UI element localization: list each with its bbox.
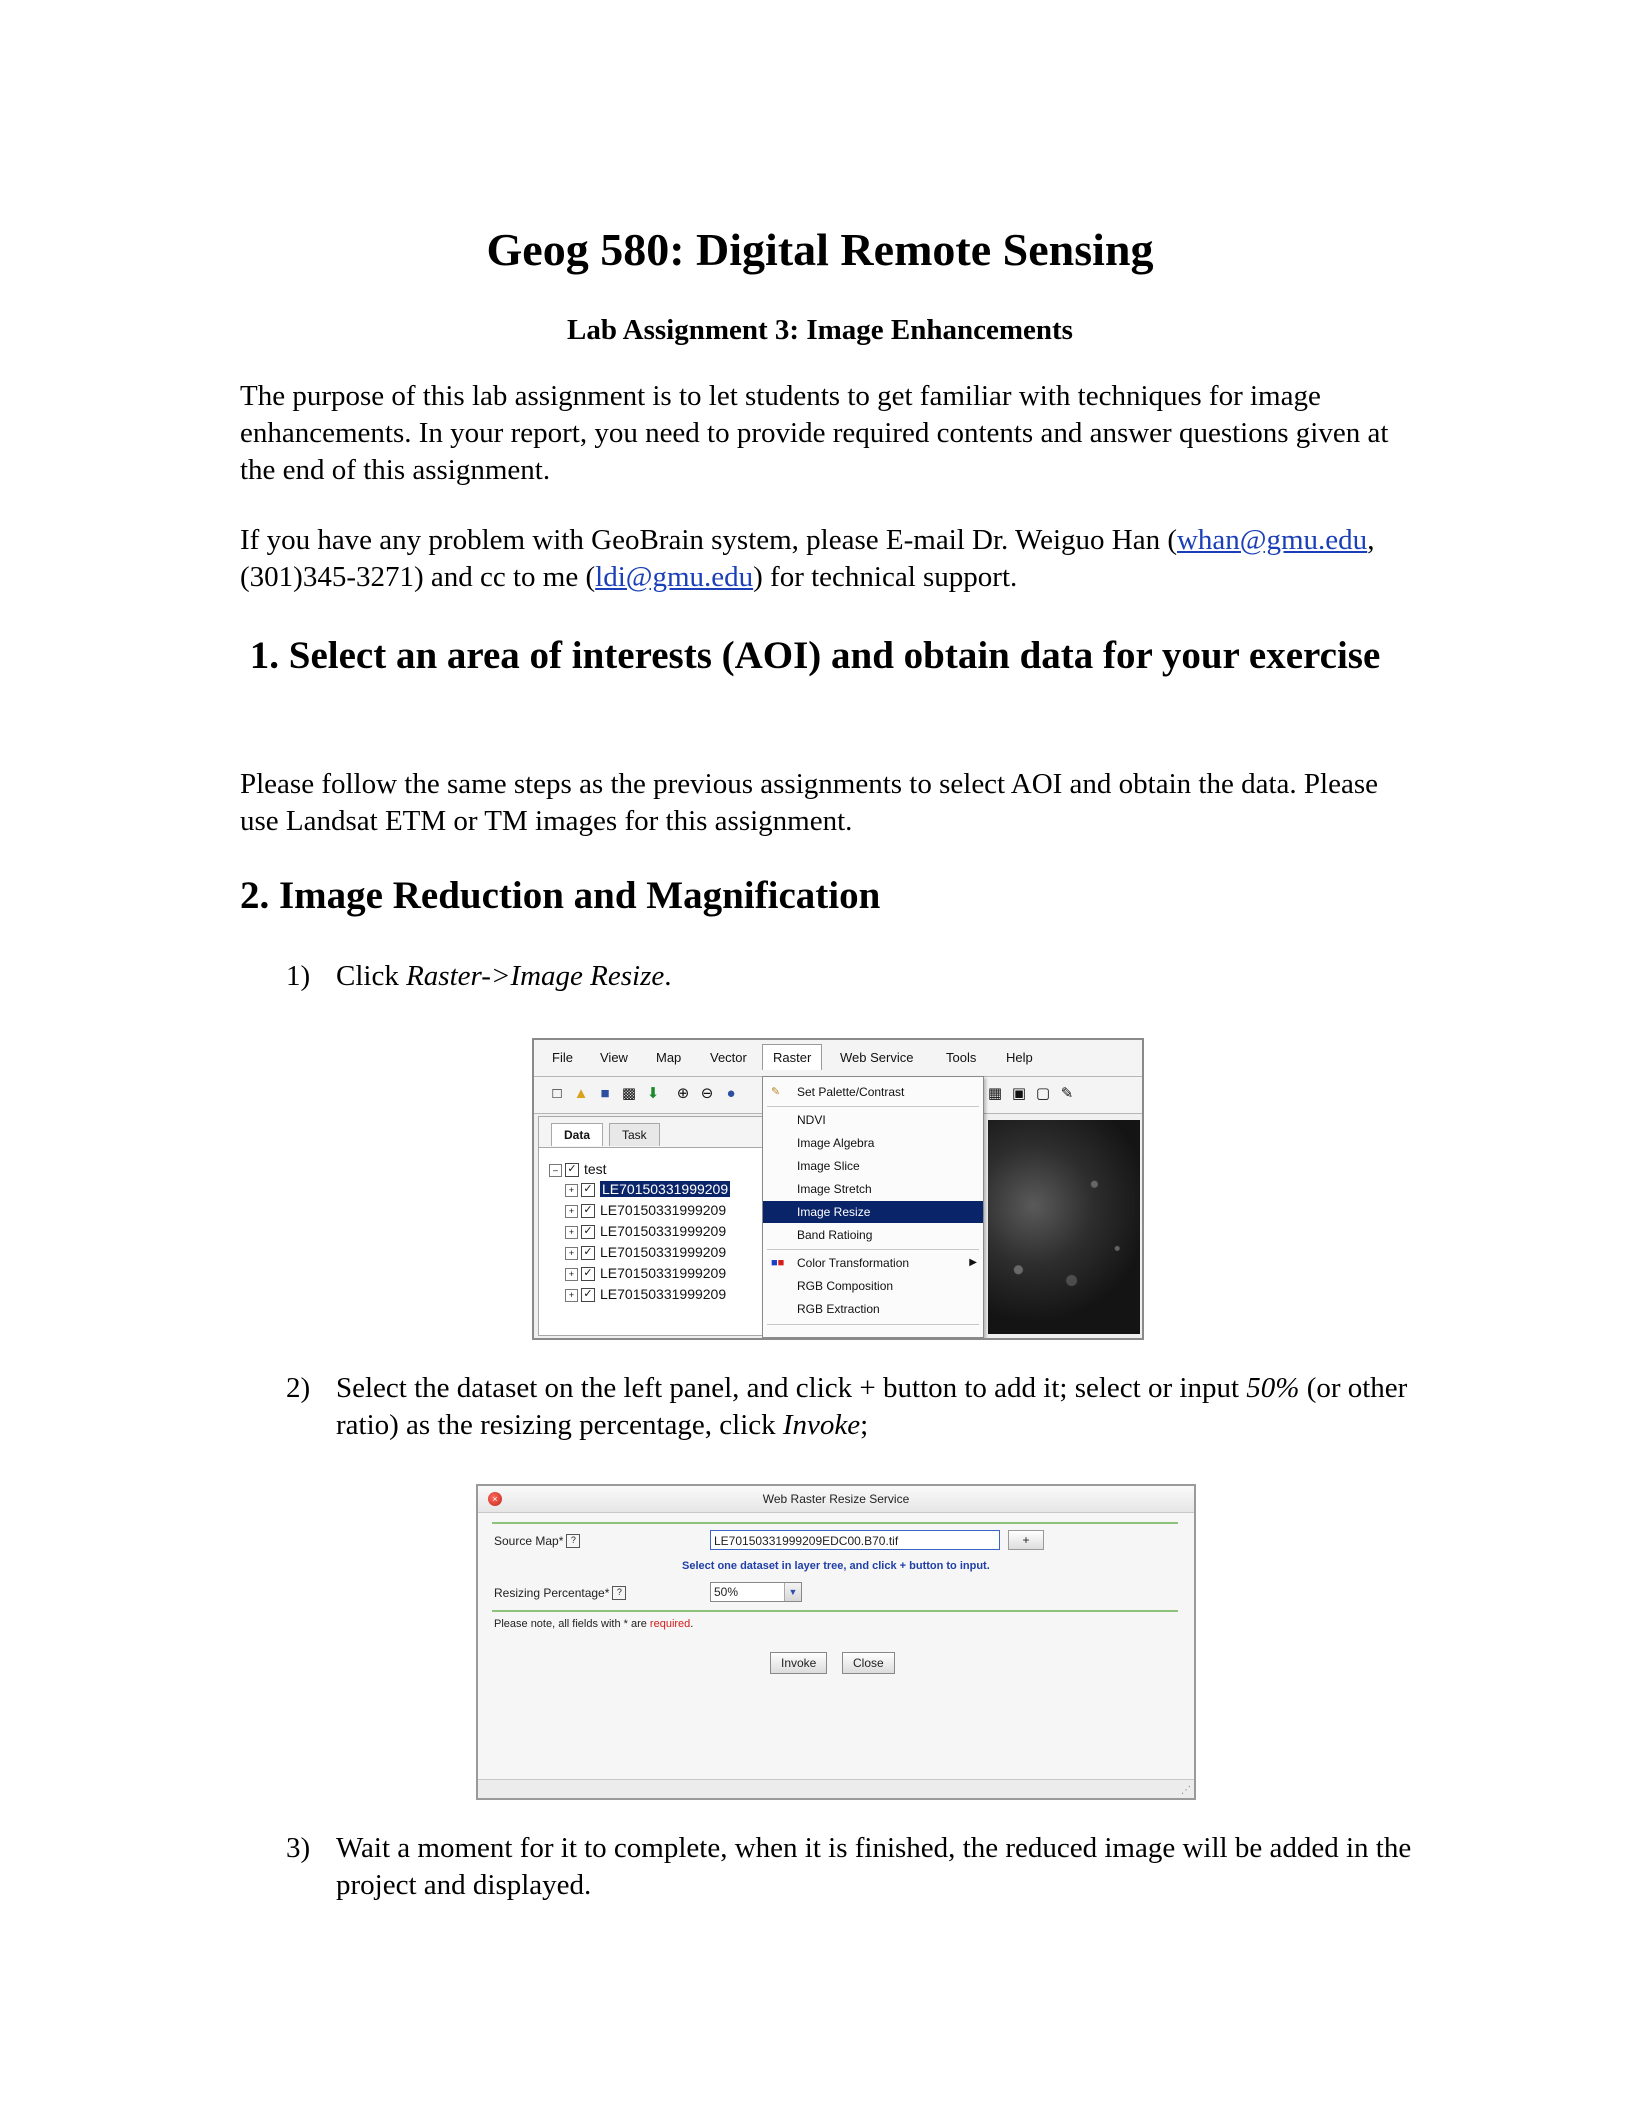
- tab-data[interactable]: Data: [551, 1123, 603, 1146]
- menu-item-label: RGB Extraction: [797, 1302, 880, 1316]
- step-number: 1): [286, 960, 311, 992]
- chevron-down-icon[interactable]: ▼: [784, 1583, 801, 1601]
- expand-icon[interactable]: +: [565, 1247, 578, 1260]
- layer-panel: [538, 1116, 764, 1336]
- tree-item-label: LE70150331999209: [600, 1202, 727, 1218]
- tree-item[interactable]: [565, 1200, 726, 1220]
- add-dataset-button[interactable]: +: [1008, 1530, 1044, 1550]
- support-text-pre: If you have any problem with GeoBrain system, please E-mail Dr. Weiguo Han (: [240, 524, 1177, 556]
- tree-root[interactable]: [549, 1159, 607, 1179]
- color-squares-icon: ■■: [771, 1257, 785, 1269]
- menu-item-label: Image Slice: [797, 1159, 860, 1173]
- resizing-percentage-value: 50%: [714, 1585, 739, 1599]
- divider: [492, 1522, 1178, 1524]
- invoke-button[interactable]: Invoke: [770, 1652, 827, 1674]
- menu-item-image-stretch[interactable]: [763, 1178, 983, 1200]
- menu-separator: [767, 1324, 979, 1325]
- tree-item-label: LE70150331999209: [600, 1244, 727, 1260]
- tab-task[interactable]: Task: [609, 1123, 660, 1146]
- step-text: Wait a moment for it to complete, when it is finished, the reduced image will be added in the project and displayed.: [336, 1832, 1412, 1901]
- checkbox-checked-icon[interactable]: ✓: [581, 1204, 595, 1218]
- note-required-text: required: [649, 1618, 691, 1630]
- step-number: 3): [286, 1832, 311, 1864]
- menu-bar: [534, 1040, 1142, 1077]
- resizing-percentage-label: [494, 1586, 626, 1600]
- support-paragraph: [240, 522, 1390, 596]
- menu-item-image-resize[interactable]: [763, 1201, 983, 1223]
- step-emphasis: Raster->Image Resize: [406, 960, 665, 992]
- tree-item-label: LE70150331999209: [602, 1181, 729, 1197]
- menu-item-label: NDVI: [797, 1113, 826, 1127]
- required-note: [494, 1618, 693, 1630]
- dialog-title-bar: [478, 1486, 1194, 1513]
- zoom-in-icon[interactable]: ⊕: [676, 1085, 690, 1102]
- resize-dialog-screenshot: [476, 1484, 1196, 1800]
- tree-item[interactable]: [565, 1242, 726, 1262]
- section2-heading: 2. Image Reduction and Magnification: [240, 874, 881, 917]
- menu-item-set-palette[interactable]: [763, 1081, 983, 1103]
- tree-root-label: test: [584, 1161, 607, 1177]
- collapse-icon[interactable]: –: [549, 1164, 562, 1177]
- checkbox-checked-icon[interactable]: ✓: [565, 1163, 579, 1177]
- note-text: .: [690, 1618, 694, 1630]
- menu-view[interactable]: View: [600, 1050, 628, 1065]
- expand-icon[interactable]: +: [565, 1268, 578, 1281]
- resizing-percentage-select[interactable]: [710, 1582, 802, 1602]
- grid-icon[interactable]: ▦: [987, 1085, 1003, 1102]
- edit-icon[interactable]: ✎: [1060, 1085, 1074, 1102]
- menu-item-rgb-extraction[interactable]: [763, 1298, 983, 1320]
- zoom-box-icon[interactable]: ▣: [1011, 1085, 1027, 1102]
- step-text: .: [664, 960, 672, 992]
- step-2: [286, 1370, 1446, 1444]
- resize-grip-icon[interactable]: ⋰: [1181, 1785, 1191, 1796]
- tree-item[interactable]: [565, 1263, 726, 1283]
- submenu-arrow-icon: ▶: [969, 1257, 977, 1268]
- menu-item-label: Set Palette/Contrast: [797, 1085, 905, 1099]
- raster-menu-screenshot: [532, 1038, 1144, 1340]
- step-text: (or other ratio) as the resizing percentage, click: [336, 1372, 1408, 1441]
- select-box-icon[interactable]: ▢: [1035, 1085, 1051, 1102]
- divider: [492, 1610, 1178, 1612]
- resizing-percentage-label-text: Resizing Percentage*: [494, 1586, 610, 1600]
- menu-help[interactable]: Help: [1006, 1050, 1033, 1065]
- menu-separator: [767, 1249, 979, 1250]
- menu-tools[interactable]: Tools: [946, 1050, 977, 1065]
- step-3: [286, 1830, 1446, 1904]
- step-emphasis: Invoke: [782, 1409, 861, 1441]
- checkbox-checked-icon[interactable]: ✓: [581, 1267, 595, 1281]
- menu-file[interactable]: File: [552, 1050, 573, 1065]
- help-icon[interactable]: ?: [612, 1586, 626, 1600]
- menu-item-label: Image Algebra: [797, 1136, 875, 1150]
- step-text: Select the dataset on the left panel, and click + button to add it; select or input: [336, 1372, 1247, 1404]
- print-icon[interactable]: ▩: [621, 1085, 637, 1102]
- menu-item-image-algebra[interactable]: [763, 1132, 983, 1154]
- step-text: Click: [336, 960, 407, 992]
- menu-item-image-slice[interactable]: [763, 1155, 983, 1177]
- menu-web-service[interactable]: Web Service: [840, 1050, 914, 1065]
- source-map-input[interactable]: LE70150331999209EDC00.B70.tif: [710, 1530, 1000, 1550]
- new-file-icon[interactable]: □: [552, 1085, 562, 1102]
- menu-item-label: Band Ratioing: [797, 1228, 873, 1242]
- step-emphasis: 50%: [1246, 1372, 1300, 1404]
- checkbox-checked-icon[interactable]: ✓: [581, 1183, 595, 1197]
- zoom-out-icon[interactable]: ⊖: [700, 1085, 714, 1102]
- section1-heading: 1. Select an area of interests (AOI) and obtain data for your exercise: [240, 634, 1381, 677]
- menu-item-rgb-composition[interactable]: [763, 1275, 983, 1297]
- menu-item-label: Color Transformation: [797, 1256, 910, 1270]
- palette-icon: ✎: [771, 1086, 781, 1098]
- email-link-ldi[interactable]: ldi@gmu.edu: [595, 561, 754, 593]
- support-text-mid: , (301)345-3271) and cc to me (: [240, 524, 1375, 593]
- menu-raster[interactable]: Raster: [762, 1044, 822, 1070]
- dialog-title: Web Raster Resize Service: [762, 1492, 910, 1506]
- menu-item-label: RGB Composition: [797, 1279, 894, 1293]
- close-button[interactable]: Close: [842, 1652, 895, 1674]
- menu-separator: [767, 1106, 979, 1107]
- status-bar: [478, 1779, 1194, 1798]
- note-text: Please note, all fields with * are: [494, 1618, 650, 1630]
- panel-tabs: [539, 1117, 763, 1148]
- page-title: Geog 580: Digital Remote Sensing: [486, 224, 1154, 275]
- expand-icon[interactable]: +: [565, 1226, 578, 1239]
- step-text: ;: [860, 1409, 869, 1441]
- checkbox-checked-icon[interactable]: ✓: [581, 1288, 595, 1302]
- page-subtitle: Lab Assignment 3: Image Enhancements: [567, 314, 1073, 346]
- menu-item-color-transformation[interactable]: [763, 1252, 983, 1274]
- help-icon[interactable]: ?: [566, 1534, 580, 1548]
- download-icon[interactable]: ⬇: [646, 1085, 660, 1102]
- raster-dropdown-menu: [762, 1076, 984, 1338]
- source-map-label-text: Source Map*: [494, 1534, 564, 1548]
- tree-item-label: LE70150331999209: [600, 1265, 727, 1281]
- tree-item[interactable]: [565, 1221, 726, 1241]
- globe-icon[interactable]: ●: [726, 1085, 736, 1102]
- tree-item-label: LE70150331999209: [600, 1286, 727, 1302]
- open-folder-icon[interactable]: ▲: [573, 1085, 589, 1102]
- menu-item-label: Image Stretch: [797, 1182, 872, 1196]
- source-hint: Select one dataset in layer tree, and click + button to input.: [682, 1560, 990, 1572]
- step-number: 2): [286, 1372, 311, 1404]
- tree-item[interactable]: [565, 1179, 730, 1199]
- support-text-post: ) for technical support.: [753, 561, 1018, 593]
- expand-icon[interactable]: +: [565, 1289, 578, 1302]
- map-view[interactable]: [988, 1120, 1140, 1334]
- intro-paragraph: The purpose of this lab assignment is to let students to get familiar with techniques for image enhancements. In your report, you need to provide required contents and answer questions given at the end of this assignment.: [240, 380, 1389, 486]
- expand-icon[interactable]: +: [565, 1205, 578, 1218]
- menu-item-band-ratioing[interactable]: [763, 1224, 983, 1246]
- menu-item-ndvi[interactable]: [763, 1109, 983, 1131]
- tree-item-label: LE70150331999209: [600, 1223, 727, 1239]
- save-icon[interactable]: ■: [600, 1085, 610, 1102]
- expand-icon[interactable]: +: [565, 1184, 578, 1197]
- menu-map[interactable]: Map: [656, 1050, 682, 1065]
- step-1: [286, 958, 1446, 995]
- checkbox-checked-icon[interactable]: ✓: [581, 1225, 595, 1239]
- email-link-whan[interactable]: whan@gmu.edu: [1176, 524, 1368, 556]
- checkbox-checked-icon[interactable]: ✓: [581, 1246, 595, 1260]
- menu-vector[interactable]: Vector: [710, 1050, 747, 1065]
- menu-item-label: Image Resize: [797, 1205, 871, 1219]
- close-icon[interactable]: ×: [488, 1492, 502, 1506]
- tree-item[interactable]: [565, 1284, 726, 1304]
- section1-body: Please follow the same steps as the previous assignments to select AOI and obtain the data. Please use Landsat ETM or TM images for this assignment.: [240, 768, 1378, 837]
- source-map-label: [494, 1534, 580, 1548]
